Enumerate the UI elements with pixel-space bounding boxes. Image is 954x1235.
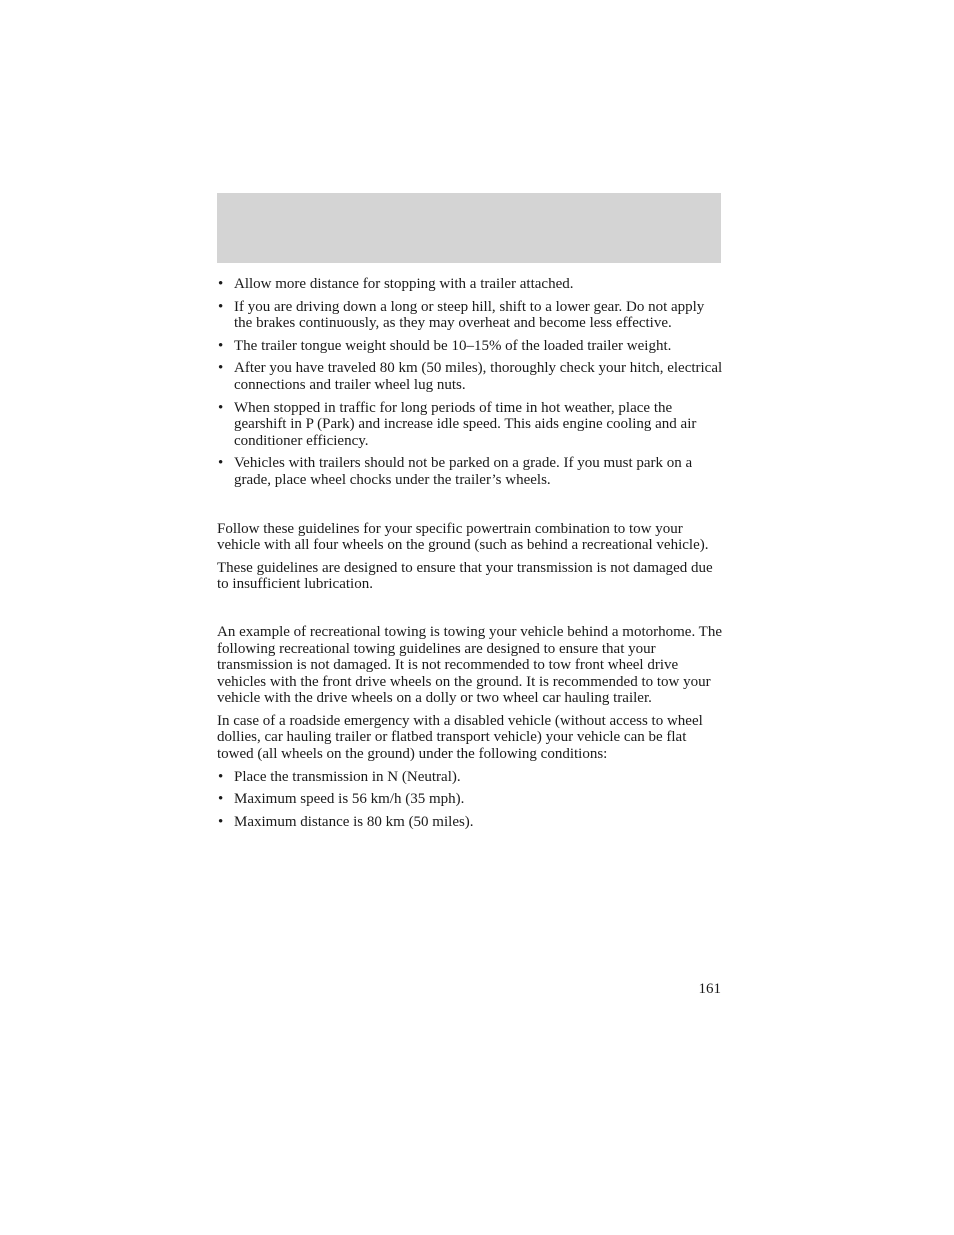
list-item-text: After you have traveled 80 km (50 miles), thoroughly check your hitch, electrical connections and trailer wheel lug nuts. (234, 360, 723, 393)
paragraph: In case of a roadside emergency with a disabled vehicle (without access to wheel dollies, car hauling trailer or flatbed transport vehicle) your vehicle can be flat towed (all wheels on the ground) under the following conditions: (217, 712, 703, 763)
list-item (217, 360, 723, 393)
page-number: 161 (698, 981, 721, 997)
list-item-text: Maximum speed is 56 km/h (35 mph). (234, 791, 465, 808)
page-content (217, 276, 723, 836)
bullet-icon: • (218, 276, 224, 292)
list-item (217, 814, 723, 831)
section-gap (217, 599, 723, 624)
bullet-icon: • (218, 298, 224, 315)
flat-tow-conditions-list (217, 769, 723, 831)
paragraph: An example of recreational towing is towing your vehicle behind a motorhome. The following recreational towing guidelines are designed to ensure that your transmission is not damaged. It is not recommended to tow front wheel drive vehicles with the front drive wheels on the ground. It is recommended to tow your vehicle with the drive wheels on a dolly or two wheel car hauling trailer. (217, 623, 722, 707)
list-item-text: When stopped in traffic for long periods of time in hot weather, place the gearshift in P (Park) and increase idle speed. This aids engine cooling and air conditioner efficiency. (234, 399, 697, 449)
bullet-icon: • (218, 813, 224, 830)
section-gap (217, 495, 723, 521)
bullet-icon: • (218, 455, 224, 472)
list-item-text: Place the transmission in N (Neutral). (234, 768, 461, 785)
list-item (217, 455, 723, 488)
list-item-text: Maximum distance is 80 km (50 miles). (234, 813, 474, 830)
list-item-text: Allow more distance for stopping with a trailer attached. (234, 276, 574, 292)
list-item (217, 299, 723, 332)
bullet-icon: • (218, 360, 224, 377)
list-item-text: Vehicles with trailers should not be parked on a grade. If you must park on a grade, place wheel chocks under the trailer’s wheels. (234, 455, 693, 488)
bullet-icon: • (218, 768, 224, 785)
list-item (217, 338, 723, 355)
bullet-icon: • (218, 399, 224, 416)
list-item (217, 276, 723, 293)
trailer-tips-list (217, 276, 723, 489)
list-item-text: If you are driving down a long or steep hill, shift to a lower gear. Do not apply the brakes continuously, as they may overheat and become less effective. (234, 298, 705, 332)
section-header-band (217, 193, 721, 263)
paragraph: These guidelines are designed to ensure that your transmission is not damaged due to insufficient lubrication. (217, 559, 713, 593)
bullet-icon: • (218, 337, 224, 354)
list-item (217, 769, 723, 786)
list-item-text: The trailer tongue weight should be 10–15% of the loaded trailer weight. (234, 337, 672, 354)
list-item (217, 400, 723, 450)
paragraph: Follow these guidelines for your specific powertrain combination to tow your vehicle with all four wheels on the ground (such as behind a recreational vehicle). (217, 520, 709, 554)
bullet-icon: • (218, 791, 224, 808)
list-item (217, 791, 723, 808)
